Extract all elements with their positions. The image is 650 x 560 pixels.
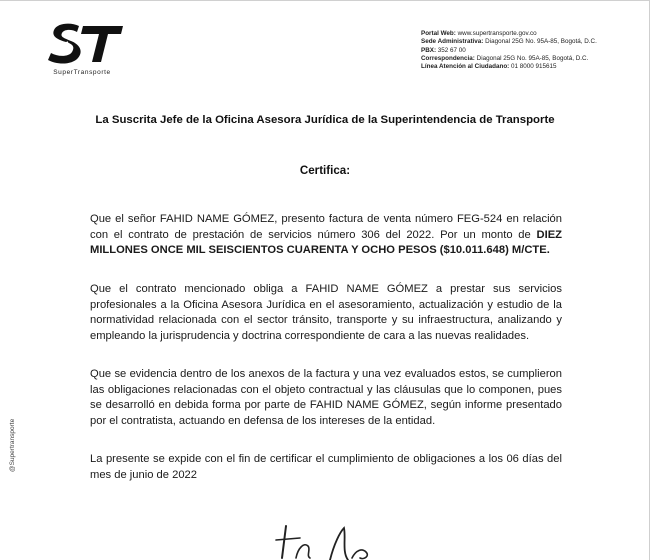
paragraph-issue-date: La presente se expide con el fin de certificar el cumplimiento de obligaciones a los 06 días del mes de junio de 2022 — [90, 453, 562, 481]
contact-row-portal — [421, 30, 597, 38]
contact-value: Diagonal 25G No. 95A-85, Bogotá, D.C. — [485, 38, 597, 46]
paragraph-evaluation: Que se evidencia dentro de los anexos de la factura y una vez evaluados estos, se cumplieron las obligaciones relacionadas con el objeto contractual y las cláusulas que lo componen, pues se desarrolló en debida forma por parte de FAHID NAME GÓMEZ, según informe presentado por el contratista, actuando en defensa de los intereses de la entidad. — [90, 368, 562, 427]
contact-label: Línea Atención al Ciudadano: — [421, 63, 510, 71]
paragraph-invoice-text: Que el señor FAHID NAME GÓMEZ, presento factura de venta número FEG-524 en relación con el contrato de prestación de servicios número 306 del 2022. Por un monto de — [90, 213, 562, 241]
handwritten-signature — [270, 518, 390, 560]
contact-label: Portal Web: — [421, 30, 456, 37]
contact-value: 01 8000 915615 — [511, 63, 557, 71]
contact-value: www.supertransporte.gov.co — [457, 30, 537, 37]
paragraph-invoice — [90, 212, 562, 259]
contact-row-linea — [421, 63, 597, 71]
supertransporte-logo — [45, 20, 125, 82]
contact-value: Diagonal 25G No. 95A-85, Bogotá, D.C. — [476, 54, 589, 62]
contact-value: 352 67 00 — [437, 46, 466, 54]
logo-caption: SuperTransporte — [53, 69, 111, 76]
contact-row-correspondencia — [421, 55, 597, 63]
certifica-heading: Certifica: — [299, 164, 351, 177]
st-logo-icon — [45, 20, 125, 68]
top-border — [0, 0, 650, 1]
document-title: La Suscrita Jefe de la Oficina Asesora Jurídica de la Superintendencia de Transporte — [95, 114, 555, 126]
contact-label: Sede Administrativa: — [421, 38, 484, 46]
contact-info — [421, 30, 597, 71]
contact-row-pbx — [421, 47, 597, 55]
amount-in-words: DIEZ MILLONES ONCE MIL SEISCIENTOS CUARENTA Y OCHO PESOS ($10.011.648) M/CTE. — [90, 228, 562, 256]
paragraph-contract-obligation: Que el contrato mencionado obliga a FAHID NAME GÓMEZ a prestar sus servicios profesionales a la Oficina Asesora Jurídica en el asesoramiento, actualización y estudio de la normatividad relacionada con el sector tránsito, transporte y su infraestructura, analizando y empleando la jurisprudencia y doctrina correspondiente de cara a las nuevas realidades. — [90, 283, 562, 342]
contact-label: Correspondencia: — [421, 54, 475, 62]
contact-row-sede — [421, 38, 597, 46]
contact-label: PBX: — [421, 46, 437, 54]
signature-icon — [270, 518, 390, 560]
social-handle: @Supertransporte — [9, 418, 16, 472]
